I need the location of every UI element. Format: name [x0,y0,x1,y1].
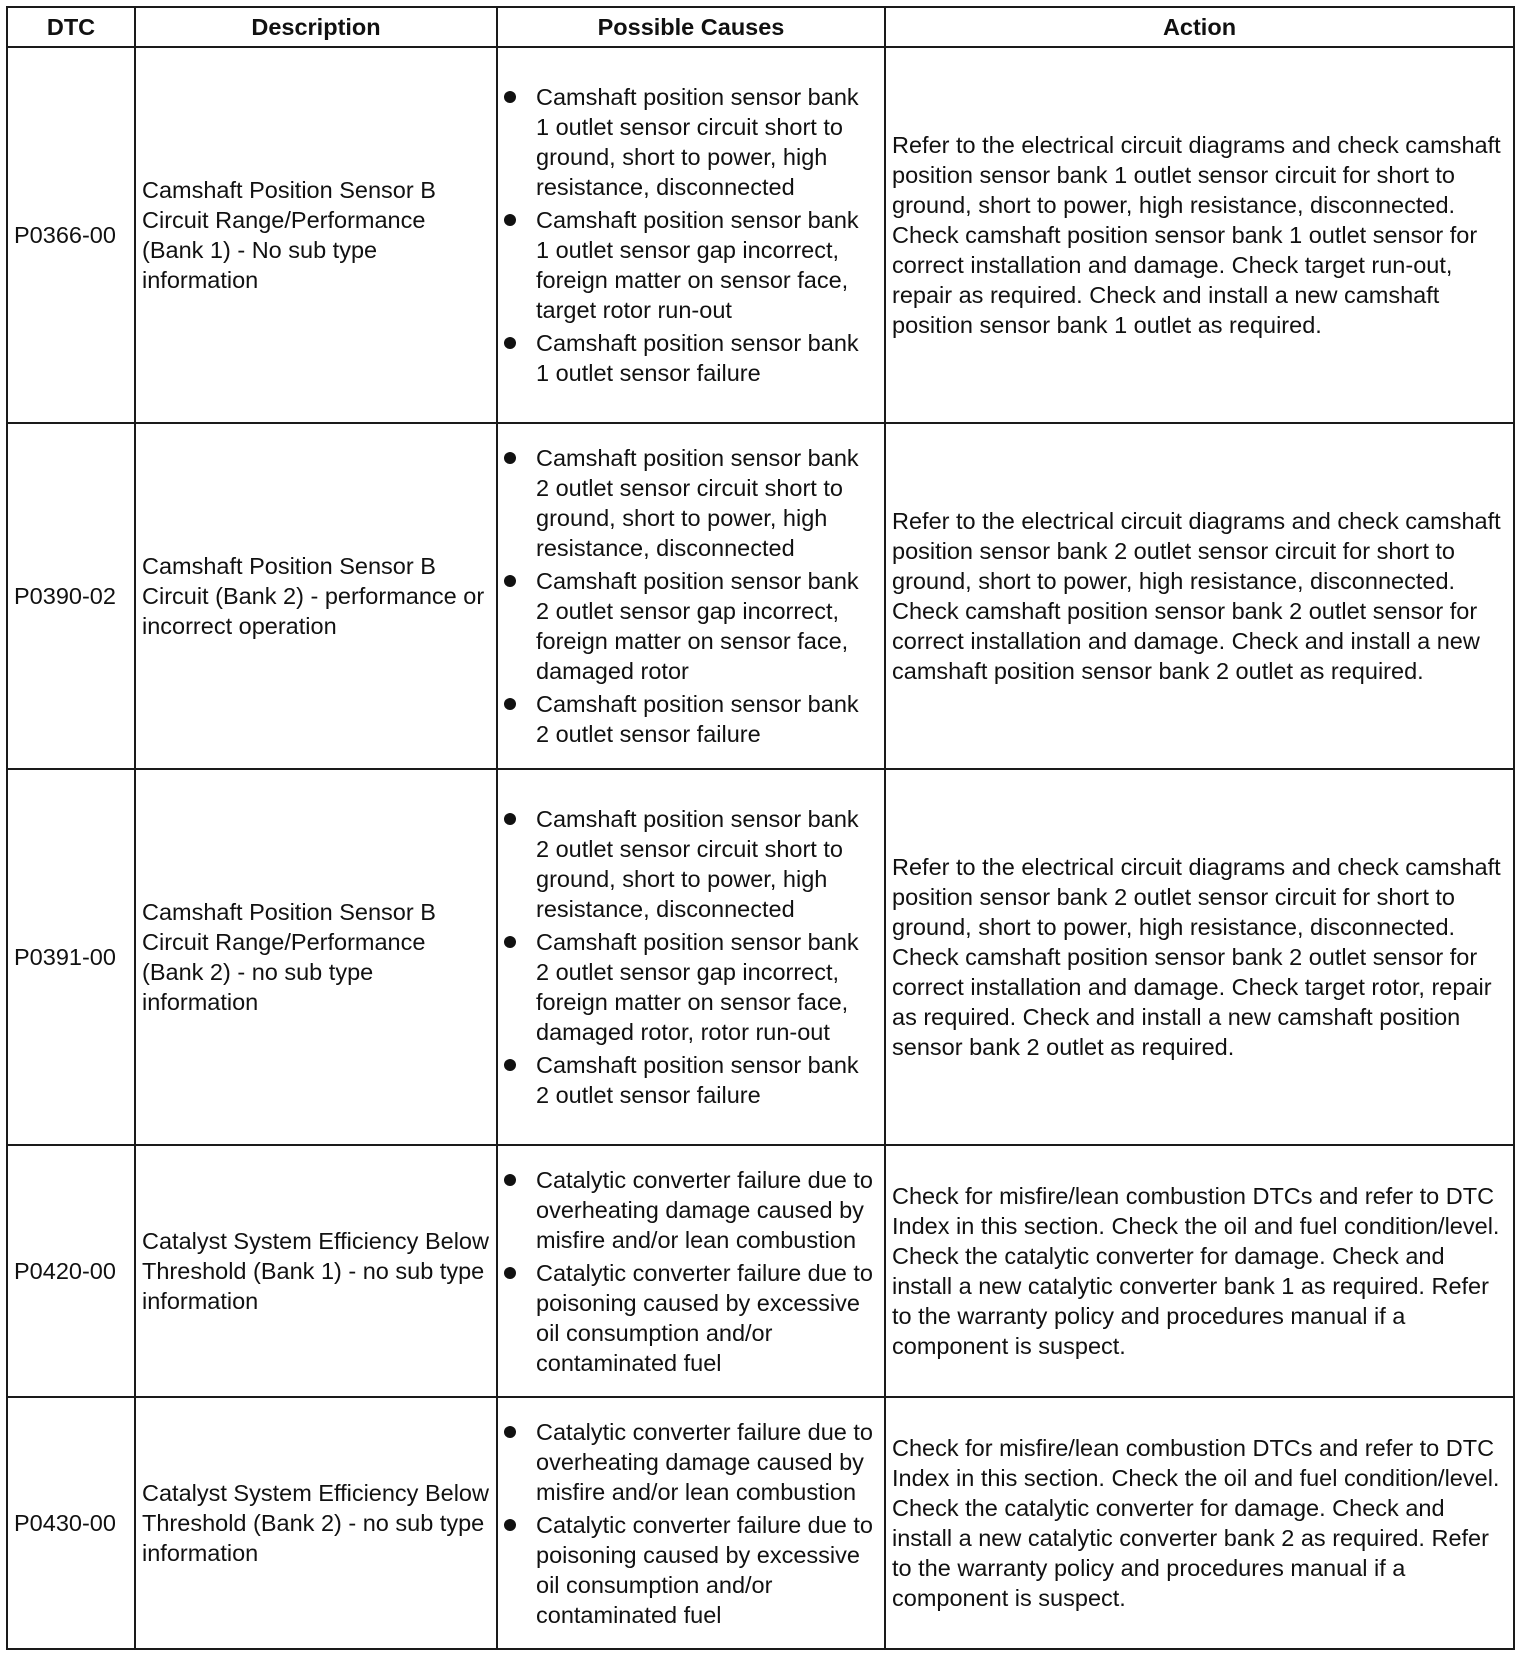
bullet-icon [504,813,516,825]
causes-list [504,1165,878,1378]
possible-causes-cell [497,423,885,769]
cause-item [504,804,878,924]
action-text: Check for misfire/lean combustion DTCs and refer to DTC Index in this section. Check the oil and fuel condition/level. Check the catalytic converter for damage. Check and install a new catalytic converter bank 2 as required. Refer to the warranty policy and procedures manual if a component is suspect. [885,1397,1514,1649]
bullet-icon [504,936,516,948]
table-row [7,423,1514,769]
bullet-icon [504,337,516,349]
header-description: Description [135,7,497,47]
possible-causes-cell [497,769,885,1145]
possible-causes-cell [497,1145,885,1397]
header-dtc: DTC [7,7,135,47]
header-action: Action [885,7,1514,47]
dtc-description: Catalyst System Efficiency Below Threshold (Bank 1) - no sub type information [135,1145,497,1397]
dtc-description: Catalyst System Efficiency Below Threshold (Bank 2) - no sub type information [135,1397,497,1649]
dtc-description: Camshaft Position Sensor B Circuit Range/Performance (Bank 2) - no sub type information [135,769,497,1145]
cause-text: Catalytic converter failure due to poisoning caused by excessive oil consumption and/or contaminated fuel [536,1259,873,1376]
dtc-code: P0420-00 [7,1145,135,1397]
action-text: Refer to the electrical circuit diagrams and check camshaft position sensor bank 1 outlet sensor circuit for short to ground, short to power, high resistance, disconnected. Check camshaft position sensor bank 1 outlet sensor for correct installation and damage. Check target run-out, repair as required. Check and install a new camshaft position sensor bank 1 outlet as required. [885,47,1514,423]
bullet-icon [504,214,516,226]
dtc-code: P0366-00 [7,47,135,423]
bullet-icon [504,698,516,710]
bullet-icon [504,1267,516,1279]
causes-list [504,1417,878,1630]
cause-item [504,443,878,563]
cause-text: Camshaft position sensor bank 2 outlet sensor circuit short to ground, short to power, high resistance, disconnected [536,445,859,561]
header-possible-causes: Possible Causes [497,7,885,47]
cause-item [504,1165,878,1255]
cause-item [504,1050,878,1110]
bullet-icon [504,452,516,464]
action-text: Refer to the electrical circuit diagrams and check camshaft position sensor bank 2 outlet sensor circuit for short to ground, short to power, high resistance, disconnected. Check camshaft position sensor bank 2 outlet sensor for correct installation and damage. Check and install a new camshaft position sensor bank 2 outlet as required. [885,423,1514,769]
cause-text: Catalytic converter failure due to overheating damage caused by misfire and/or lean combustion [536,1418,873,1505]
dtc-table [6,6,1515,1650]
cause-text: Camshaft position sensor bank 2 outlet sensor circuit short to ground, short to power, high resistance, disconnected [536,806,859,922]
table-row [7,47,1514,423]
cause-text: Camshaft position sensor bank 2 outlet sensor gap incorrect, foreign matter on sensor face, damaged rotor, rotor run-out [536,929,859,1045]
dtc-code: P0430-00 [7,1397,135,1649]
dtc-description: Camshaft Position Sensor B Circuit (Bank 2) - performance or incorrect operation [135,423,497,769]
dtc-description: Camshaft Position Sensor B Circuit Range/Performance (Bank 1) - No sub type information [135,47,497,423]
cause-item [504,1417,878,1507]
table-row [7,1397,1514,1649]
action-text: Check for misfire/lean combustion DTCs and refer to DTC Index in this section. Check the oil and fuel condition/level. Check the catalytic converter for damage. Check and install a new catalytic converter bank 1 as required. Refer to the warranty policy and procedures manual if a component is suspect. [885,1145,1514,1397]
possible-causes-cell [497,1397,885,1649]
cause-item [504,82,878,202]
dtc-table-container [6,6,1515,1650]
action-text: Refer to the electrical circuit diagrams and check camshaft position sensor bank 2 outlet sensor circuit for short to ground, short to power, high resistance, disconnected. Check camshaft position sensor bank 2 outlet sensor for correct installation and damage. Check target rotor, repair as required. Check and install a new camshaft position sensor bank 2 outlet as required. [885,769,1514,1145]
cause-item [504,1258,878,1378]
cause-item [504,1510,878,1630]
dtc-code: P0390-02 [7,423,135,769]
bullet-icon [504,91,516,103]
dtc-code: P0391-00 [7,769,135,1145]
cause-item [504,927,878,1047]
bullet-icon [504,1519,516,1531]
cause-text: Camshaft position sensor bank 1 outlet sensor gap incorrect, foreign matter on sensor face, target rotor run-out [536,207,859,323]
bullet-icon [504,575,516,587]
bullet-icon [504,1426,516,1438]
causes-list [504,82,878,388]
cause-item [504,328,878,388]
cause-item [504,689,878,749]
table-row [7,769,1514,1145]
cause-text: Camshaft position sensor bank 1 outlet sensor failure [536,330,859,386]
cause-text: Camshaft position sensor bank 2 outlet sensor gap incorrect, foreign matter on sensor face, damaged rotor [536,568,859,684]
causes-list [504,443,878,749]
cause-text: Catalytic converter failure due to overheating damage caused by misfire and/or lean combustion [536,1166,873,1253]
possible-causes-cell [497,47,885,423]
header-row [7,7,1514,47]
cause-text: Catalytic converter failure due to poisoning caused by excessive oil consumption and/or contaminated fuel [536,1511,873,1628]
causes-list [504,804,878,1110]
bullet-icon [504,1059,516,1071]
cause-text: Camshaft position sensor bank 2 outlet sensor failure [536,691,859,747]
cause-text: Camshaft position sensor bank 2 outlet sensor failure [536,1052,859,1108]
bullet-icon [504,1174,516,1186]
cause-item [504,205,878,325]
cause-text: Camshaft position sensor bank 1 outlet sensor circuit short to ground, short to power, high resistance, disconnected [536,84,859,200]
cause-item [504,566,878,686]
table-row [7,1145,1514,1397]
